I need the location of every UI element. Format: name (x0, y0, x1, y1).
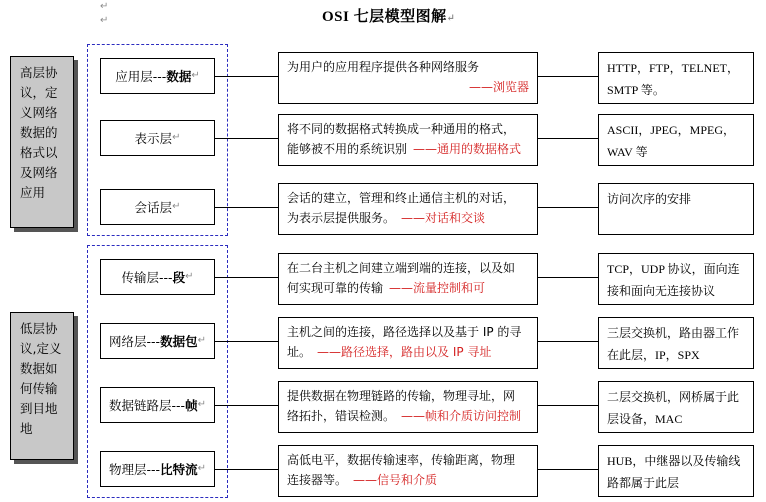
layer-description (278, 52, 538, 104)
label-line: 及网络 (20, 165, 58, 180)
description-highlight: ——对话和交谈 (401, 211, 486, 225)
connector-line (538, 469, 598, 470)
label-line: 格式以 (20, 145, 58, 160)
example-line: 访问次序的安排 (607, 192, 692, 206)
layer-examples (598, 381, 754, 433)
layer-examples (598, 253, 754, 305)
connector-line (215, 469, 278, 470)
layer-sep: --- (171, 397, 186, 413)
layer-pdu: 比特流 (160, 462, 198, 477)
layer-description (278, 183, 538, 235)
connector-line (215, 207, 278, 208)
example-line: 在此层，IP，SPX (607, 348, 700, 362)
layer-sep: --- (146, 333, 161, 349)
layer-examples (598, 445, 754, 497)
example-line: 接和面向无连接协议 (607, 284, 716, 298)
layer-box: 应用层 --- 数据 ↵ (100, 58, 215, 94)
description-line: 高低电平，数据传输速率，传输距离，物理 (287, 453, 516, 467)
layer-name: 物理层 (109, 462, 147, 477)
example-line: WAV 等 (607, 145, 648, 159)
example-line: 三层交换机，路由器工作 (607, 326, 740, 340)
layer-pdu: 段 (172, 270, 186, 285)
layer-examples (598, 114, 754, 166)
description-line: 为表示层提供服务。 (287, 211, 396, 225)
label-line: 高层协 (20, 65, 58, 80)
layer-name: 传输层 (121, 270, 160, 285)
label-line: 应用 (20, 185, 46, 200)
upper-layers-label (10, 56, 74, 228)
label-line: 何传输 (20, 381, 58, 396)
description-line: 主机之间的连接，路径选择以及基于 IP 的寻 (287, 325, 522, 339)
layer-examples (598, 52, 754, 104)
example-line: 二层交换机，网桥属于此 (607, 390, 740, 404)
connector-line (538, 341, 598, 342)
layer-box: 物理层 --- 比特流 ↵ (100, 451, 215, 487)
label-line: 议,定义 (20, 341, 62, 356)
connector-line (538, 277, 598, 278)
layer-name: 表示层 (134, 131, 173, 146)
label-line: 数据如 (20, 361, 58, 376)
layer-examples (598, 317, 754, 369)
connector-line (215, 138, 278, 139)
description-highlight: ——路径选择，路由以及 IP 寻址 (317, 345, 492, 359)
layer-pdu: 数据 (166, 69, 192, 84)
description-highlight: ——信号和介质 (353, 473, 438, 487)
connector-line (538, 405, 598, 406)
description-line: 能够被不用的系统识别 (287, 142, 408, 156)
layer-description (278, 445, 538, 497)
paragraph-mark: ↵ (100, 1, 109, 12)
description-line: 连接器等。 (287, 473, 348, 487)
description-line: 为用户的应用程序提供各种网络服务 (287, 60, 480, 74)
label-line: 低层协 (20, 321, 58, 336)
layer-description (278, 381, 538, 433)
description-line: 在二台主机之间建立端到端的连接，以及如 (287, 261, 516, 275)
example-line: 层设备，MAC (607, 412, 683, 426)
connector-line (215, 277, 278, 278)
description-highlight: ——流量控制和可 (389, 281, 486, 295)
layer-name: 数据链路层 (109, 398, 172, 413)
example-line: SMTP 等。 (607, 83, 665, 97)
layer-examples (598, 183, 754, 235)
layer-box: 表示层 ↵ (100, 120, 215, 156)
label-line: 议，定 (20, 85, 58, 100)
layer-name: 网络层 (109, 334, 147, 349)
layer-box: 传输层 --- 段 ↵ (100, 259, 215, 295)
layer-pdu: 帧 (185, 398, 198, 413)
label-line: 义网络 (20, 105, 58, 120)
description-line: 提供数据在物理链路的传输，物理寻址，网 (287, 389, 516, 403)
layer-description (278, 317, 538, 369)
label-line: 到目地 (20, 401, 58, 416)
example-line: HUB，中继器以及传输线 (607, 454, 741, 468)
example-line: HTTP，FTP，TELNET， (607, 61, 739, 75)
connector-line (215, 405, 278, 406)
example-line: ASCII，JPEG，MPEG， (607, 123, 736, 137)
layer-box: 网络层 --- 数据包 ↵ (100, 323, 215, 359)
connector-line (215, 341, 278, 342)
layer-description (278, 253, 538, 305)
layer-box: 会话层 ↵ (100, 189, 215, 225)
description-line: 何实现可靠的传输 (287, 281, 384, 295)
connector-line (215, 76, 278, 77)
connector-line (538, 207, 598, 208)
layer-name: 会话层 (134, 200, 173, 215)
layer-name: 应用层 (115, 69, 153, 84)
lower-layers-label (10, 312, 74, 460)
label-line: 数据的 (20, 125, 58, 140)
page-title: OSI 七层模型图解↵ (322, 9, 456, 25)
label-line: 地 (20, 421, 33, 436)
paragraph-mark: ↵ (100, 15, 109, 26)
connector-line (538, 76, 598, 77)
example-line: TCP，UDP 协议，面向连 (607, 262, 740, 276)
description-highlight: ——通用的数据格式 (413, 142, 522, 156)
description-line: 会话的建立，管理和终止通信主机的对话， (287, 191, 516, 205)
description-line: 将不同的数据格式转换成一种通用的格式， (287, 122, 516, 136)
example-line: 路都属于此层 (607, 476, 680, 490)
layer-sep: --- (152, 68, 167, 84)
layer-sep: --- (159, 269, 173, 285)
layer-description (278, 114, 538, 166)
description-line: 络拓扑，错误检测。 (287, 409, 396, 423)
description-highlight: ——帧和介质访问控制 (401, 409, 522, 423)
connector-line (538, 138, 598, 139)
layer-sep: --- (146, 461, 161, 477)
description-line: 址。 (287, 345, 312, 359)
layer-pdu: 数据包 (160, 334, 198, 349)
layer-box: 数据链路层 --- 帧 ↵ (100, 387, 215, 423)
description-highlight: ——浏览器 (468, 80, 529, 94)
